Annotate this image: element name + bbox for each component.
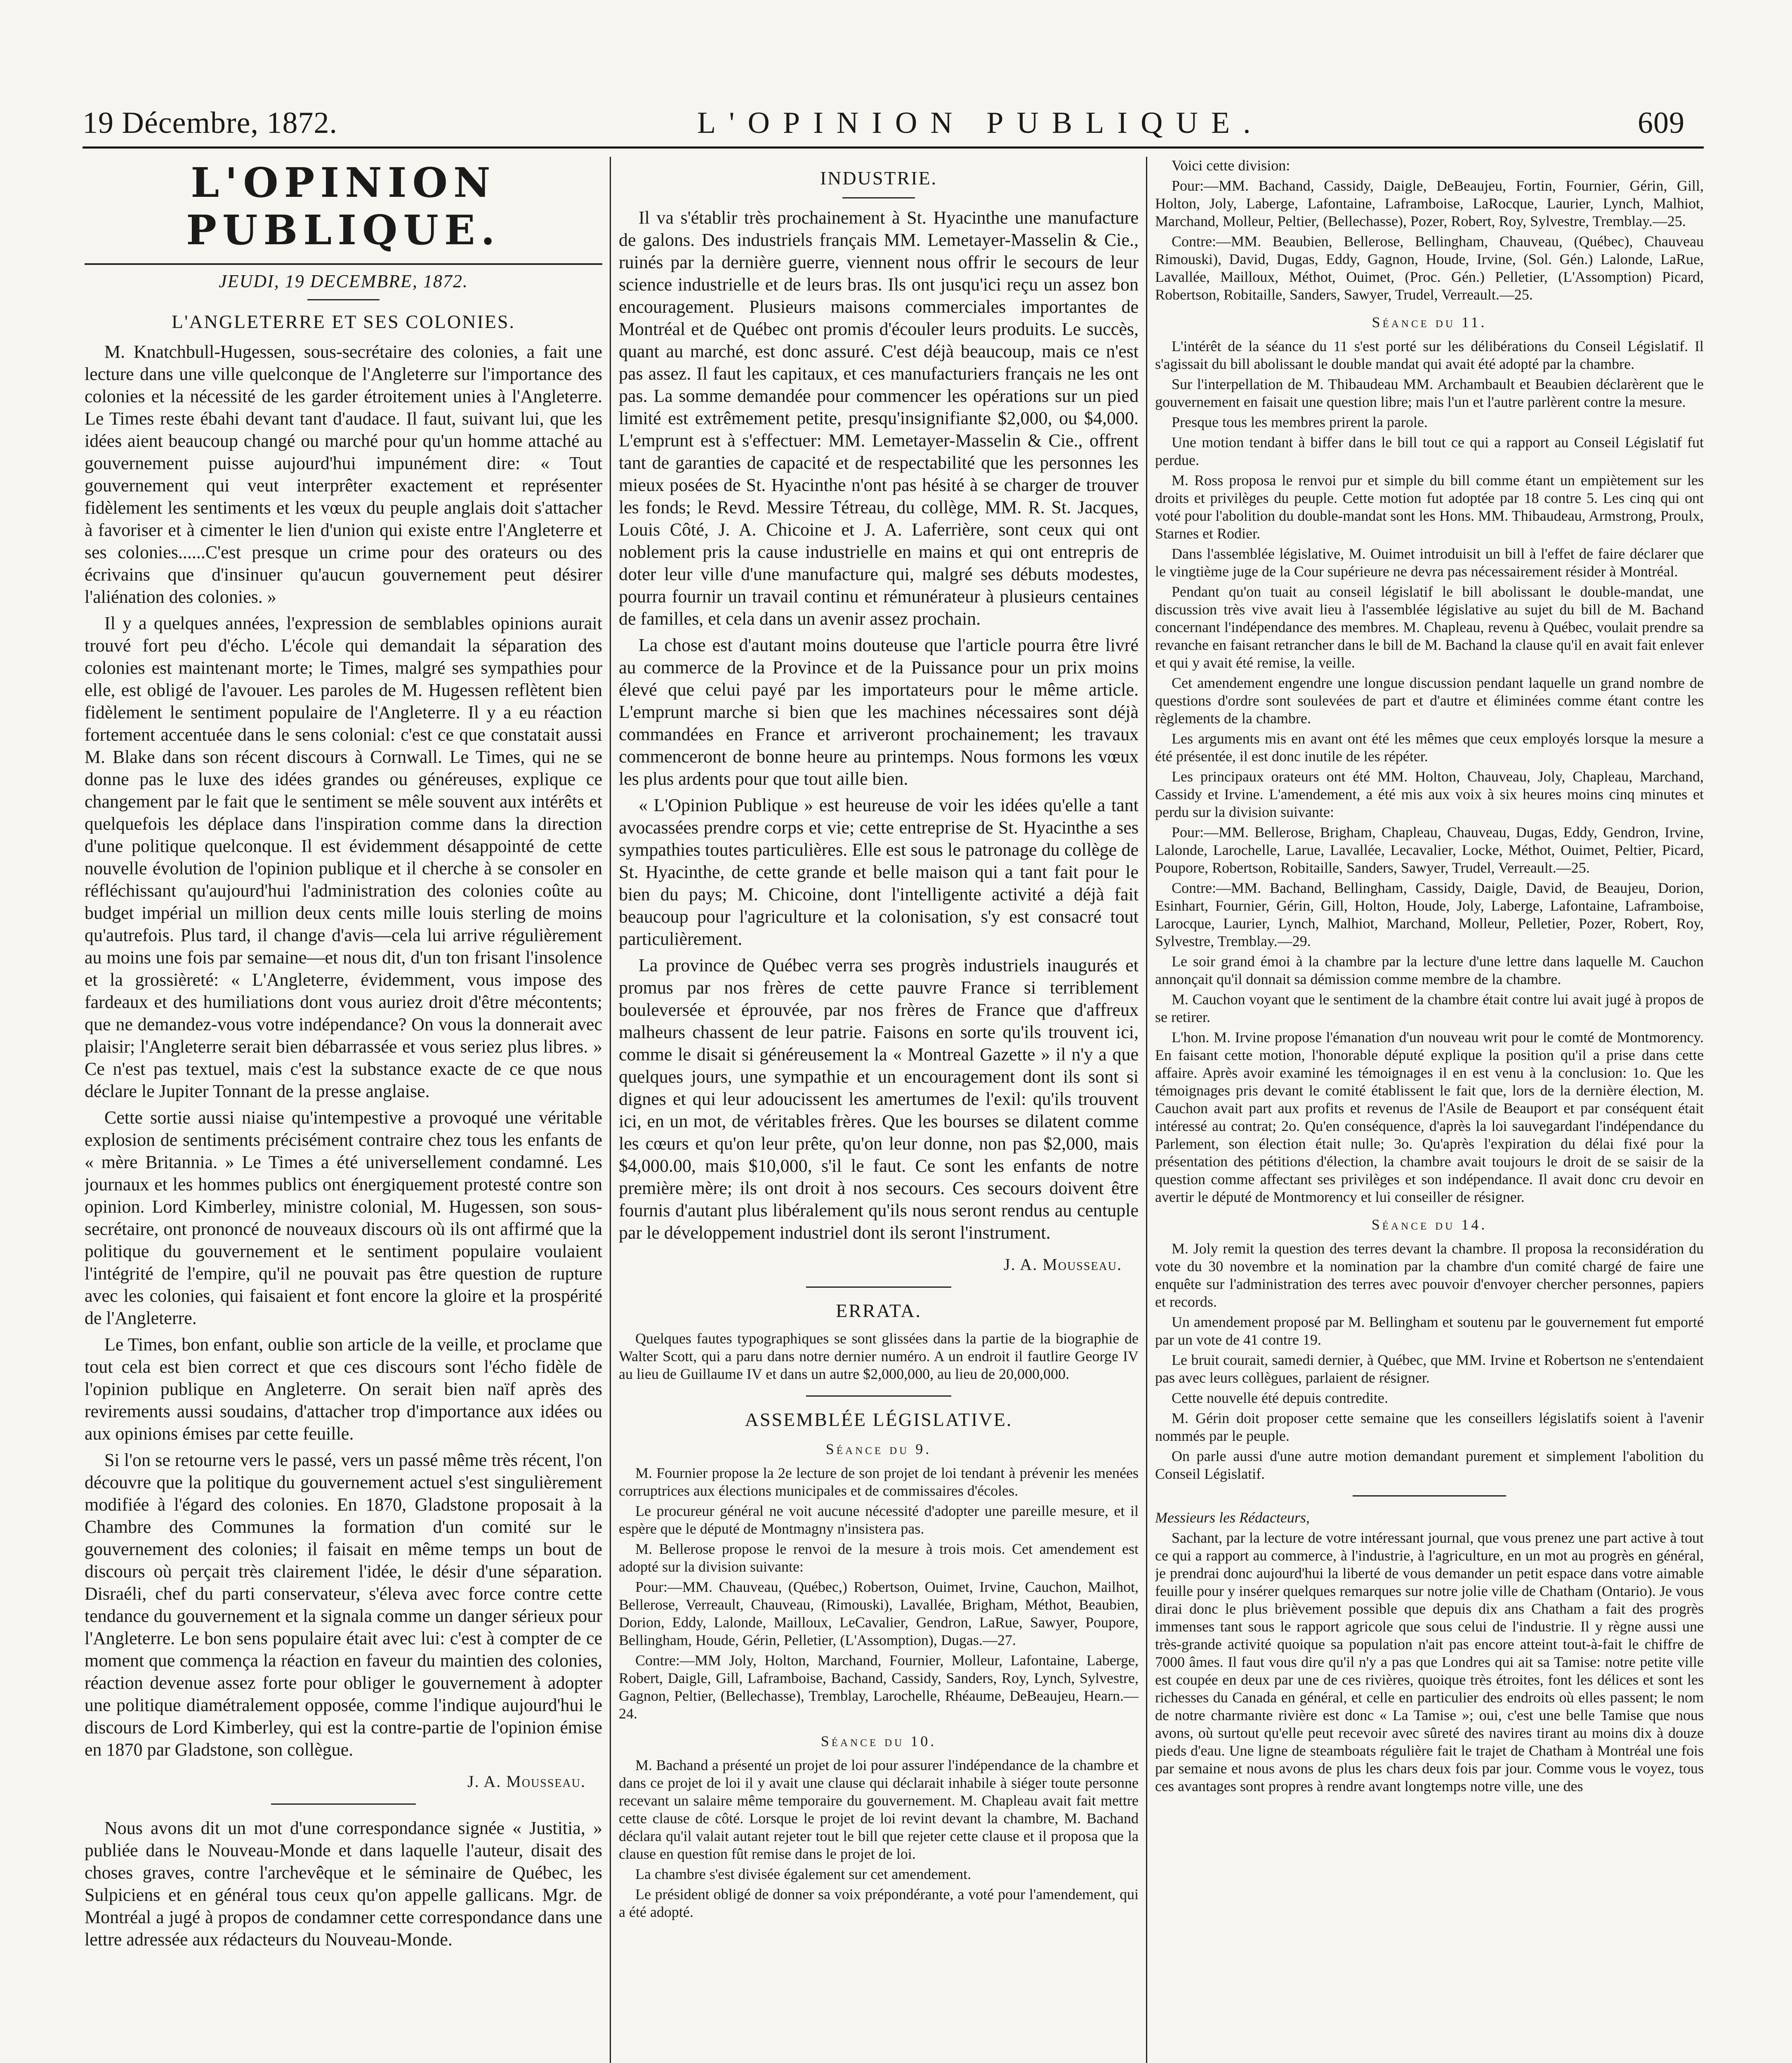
header-title: L'OPINION PUBLIQUE. (697, 106, 1264, 140)
paragraph: Sachant, par la lecture de votre intéressant journal, que vous prenez une part active à tout ce qui a rapport au commerce, à l'industrie, à l'agriculture, en un mot au progrès en général, je prendrai donc aujourd'hui la liberté de vous demander un petit espace dans votre aimable feuille pour y insérer quelques remarques sur notre jolie ville de Chatham (Ontario). Je vous dirai donc le plus brièvement possible que depuis dix ans Chatham a fait des progrès immenses tant sous le rapport agricole que sous celui de l'industrie. Il y règne aussi une très-grande activité quoique sa population n'ait pas encore atteint tout-à-fait le chiffre de 7000 âmes. Il faut vous dire qu'il n'y a pas que Londres qui ait sa Tamise: notre petite ville est coupée en deux par une de ces rivières, quoique très étroites, font les délices et sont les richesses du Canada en général, et celle en particulier des endroits où elles passent; le nom de notre charmante rivière est donc « La Tamise »; oui, c'est une belle Tamise que nous avons, où surtout qu'elle peut recevoir avec sûreté des navires tirant au moins dix à douze pieds d'eau. Une ligne de steamboats régulière fait le trajet de Chatham à Montréal une fois par semaine et nous avons de plus les chars deux fois par jour. Comme vous le voyez, tous ces avantages sont propres à rendre avant longtemps notre ville, une des (1155, 1530, 1704, 1794)
letter-body (1155, 1509, 1704, 1795)
paragraph: Pour:—MM. Bachand, Cassidy, Daigle, DeBeaujeu, Fortin, Fournier, Gérin, Gill, Holton, Joly, Laberge, Lafontaine, Laframboise, LaRocque, Laurier, Lynch, Malhiot, Marchand, Molleur, Peltier, (Bellechasse), Pozer, Robert, Roy, Sylvestre, Tremblay.—25. (1155, 177, 1704, 229)
paragraph: Pour:—MM. Chauveau, (Québec,) Robertson, Ouimet, Irvine, Cauchon, Mailhot, Bellerose, Verreault, Chauveau, (Rimouski), Lavallée, Brigham, Méthot, Beaubien, Dorion, Eddy, Lalonde, Mailloux, LeCavalier, Gendron, LaRue, Sawyer, Poupore, Bellingham, Houde, Gérin, Pelletier, (L'Assomption), Dugas.—27. (619, 1579, 1139, 1648)
paragraph: M. Ross proposa le renvoi pur et simple du bill comme étant un empiètement sur les droits et privilèges du peuple. Cette motion fut adoptée par 18 contre 5. Les cinq qui ont voté pour l'abolition du double-mandat sont les Hons. MM. Thibaudeau, Armstrong, Proulx, Starnes et Rodier. (1155, 472, 1704, 542)
paragraph: Nous avons dit un mot d'une correspondance signée « Justitia, » publiée dans le Nouveau-Monde et dans laquelle l'auteur, disait des choses graves, contre l'archevêque et le séminaire de Québec, les Sulpiciens et en général tous ceux qu'on appelle gallicans. Mgr. de Montréal a jugé à propos de condamner cette correspondance dans une lettre adressée aux rédacteurs du Nouveau-Monde. (85, 1818, 602, 1950)
dateline: JEUDI, 19 DECEMBRE, 1872. (219, 271, 468, 291)
seance-body (619, 1756, 1139, 1921)
paragraph: Une motion tendant à biffer dans le bill tout ce qui a rapport au Conseil Législatif fut perdue. (1155, 434, 1704, 468)
paragraph: Si l'on se retourne vers le passé, vers un passé même très récent, l'on découvre que la politique du gouvernement actuel s'est singulièrement modifiée à l'égard des colonies. En 1870, Gladstone proposait à la Chambre des Communes la formation d'un comité sur le gouvernement des colonies; il faisait en même temps un bout de discours où perçait très clairement l'idée, le désir d'une séparation. Disraéli, chef du parti conservateur, s'éleva avec force contre cette tendance du gouvernement et la signala comme un danger sérieux pour l'Angleterre. Le bon sens populaire était avec lui: c'est à compter de ce moment que commença la réaction en faveur du maintien des colonies, réaction devenue assez forte pour obliger le gouvernement à adopter une politique diamétralement opposée, comme l'indique aujourd'hui le discours de Lord Kimberley, qui est la contre-partie de l'opinion émise en 1870 par Gladstone, son collègue. (85, 1450, 602, 1760)
header-rule (83, 146, 1704, 149)
subsection-title: Séance du 10. (821, 1733, 937, 1749)
paragraph: On parle aussi d'une autre motion demandant purement et simplement l'abolition du Conseil Législatif. (1155, 1448, 1704, 1482)
paragraph: L'intérêt de la séance du 11 s'est porté sur les délibérations du Conseil Législatif. Il s'agissait du bill abolissant le double mandat qui avait été adopté par la chambre. (1155, 338, 1704, 372)
subsection-title: Séance du 9. (825, 1441, 932, 1457)
paragraph: M. Fournier propose la 2e lecture de son projet de loi tendant à prévenir les menées corruptrices aux élections municipales et de commissaires d'écoles. (619, 1465, 1139, 1499)
paragraph: La chambre s'est divisée également sur cet amendement. (635, 1866, 971, 1882)
paragraph: Il va s'établir très prochainement à St. Hyacinthe une manufacture de galons. Des industriels français MM. Lemetayer-Masselin & Cie., ruinés par la dernière guerre, viennent nous offrir le secours de leur science industrielle et de leurs bras. Ils ont jusqu'ici reçu un assez bon encouragement. Plusieurs maisons commerciales importantes de Montréal et de Québec ont promis d'écouler leurs produits. Le succès, quant au marché, est donc assuré. C'est déjà beaucoup, mais ce n'est pas assez. Il faut les capitaux, et ces manufacturiers français ne les ont pas. La somme demandée pour commencer les opérations sur un pied limité est extrêmement petite, presqu'insignifiante $2,000, ou $4,000. L'emprunt est à s'effectuer: MM. Lemetayer-Masselin & Cie., offrent tant de garanties de capacité et de respectabilité que les personnes les mieux posées de St. Hyacinthe n'ont pas hésité à se charger de trouver les fonds; le Revd. Messire Tétreau, du collège, MM. R. St. Jacques, Louis Côté, J. A. Chicoine et J. A. Laferrière, sont ceux qui ont noblement pris la cause industrielle en mains et qui ont entrepris de doter leur ville d'une manufacture qui, malgré ses débuts modestes, pourra fournir un travail continu et rémunérateur à plusieurs centaines de familles, et cela dans un avenir assez prochain. (619, 208, 1139, 629)
paragraph: Quelques fautes typographiques se sont glissées dans la partie de la biographie de Walter Scott, qui a paru dans notre dernier numéro. A un endroit il fautlire George IV au lieu de Guillaume IV et dans un autre $2,000,000, au lieu de 20,000,000. (619, 1330, 1139, 1382)
column-divider (1146, 157, 1147, 2063)
paragraph: Pour:—MM. Bellerose, Brigham, Chapleau, Chauveau, Dugas, Eddy, Gendron, Irvine, Lalonde, Larochelle, Larue, Lavallée, Lecavalier, Locke, Méthot, Ouimet, Peltier, Picard, Poupore, Robertson, Robitaille, Sanders, Sawyer, Trudel, Verreault.—25. (1155, 824, 1704, 876)
paragraph: Il y a quelques années, l'expression de semblables opinions aurait trouvé fort peu d'écho. L'école qui demandait la séparation des colonies est maintenant morte; le Times, malgré ses sympathies pour elle, est obligé de l'avouer. Les paroles de M. Hugessen reflètent bien fidèlement le sentiment populaire de l'Angleterre. Il y a eu réaction fortement accentuée dans le sens colonial: c'est ce que constatait aussi M. Blake dans son récent discours à Cornwall. Le Times, qui ne se donne pas le luxe des idées grandes ou généreuses, explique ce changement par le fait que le sentiment se mêle souvent aux intérêts et quelquefois les déplace dans l'inspiration comme dans la direction d'une politique quelconque. Il est évidemment désappointé de cette nouvelle évolution de l'opinion publique et il cherche à se consoler en réfléchissant qu'aujourd'hui l'administration des colonies coûte au budget impérial un million deux cents mille louis sterling de moins qu'autrefois. Plus tard, il change d'avis—cela lui arrive régulièrement au moins une fois par semaine—et nous dit, d'un ton frisant l'insolence et la grossièreté: « L'Angleterre, évidemment, vous impose des fardeaux et des humiliations dont vous auriez droit d'être mécontents; que ne demandez-vous votre indépendance? On vous la donnerait avec plaisir; l'Angleterre serait bien débarrassée et vous seriez plus libres. » Ce n'est pas textuel, mais c'est la substance exacte de ce que nous déclare le Jupiter Tonnant de la presse anglaise. (85, 613, 602, 1101)
paragraph: Presque tous les membres prirent la parole. (1172, 414, 1428, 430)
paragraph: Sur l'interpellation de M. Thibaudeau MM. Archambault et Beaubien déclarèrent que le gouvernement en faisait une question libre; mais l'un et l'autre parlèrent contre la mesure. (1155, 376, 1704, 410)
errata-body (619, 1330, 1139, 1383)
section-title: INDUSTRIE. (820, 168, 938, 189)
article-title: L'ANGLETERRE ET SES COLONIES. (172, 311, 515, 332)
paragraph: M. Bachand a présenté un projet de loi pour assurer l'indépendance de la chambre et dans ce projet de loi il y avait une clause qui déclarait inhabile à siéger toute personne recevant un salaire même temporaire du gouvernement. M. Chapleau avait fait mettre cette clause de côté. Lorsque le projet de loi revint devant la chambre, M. Bachand déclara qu'il valait autant rejeter tout le bill que rejeter cette clause et il proposa que la clause en question fût remise dans le projet de loi. (619, 1757, 1139, 1862)
paragraph: Les arguments mis en avant ont été les mêmes que ceux employés lorsque la mesure a été présentée, il est donc inutile de les répéter. (1155, 730, 1704, 765)
masthead: L'OPINION PUBLIQUE. (85, 159, 602, 265)
industrie-body (619, 207, 1139, 1244)
paragraph: Cette sortie aussi niaise qu'intempestive a provoqué une véritable explosion de sentiments précisément contraire chez tous les enfants de « mère Britannia. » Le Times a été universellement condamné. Les journaux et les hommes publics ont énergiquement protesté contre son opinion. Lord Kimberley, ministre colonial, M. Hugessen, son sous-secrétaire, ont prononcé de nouveaux discours où ils ont affirmé que la politique du gouvernement et le sentiment populaire voulaient l'intégrité de l'empire, qu'il ne pouvait pas être question de rupture avec les colonies, qui faisaient et font encore la gloire et la prospérité de l'Angleterre. (85, 1107, 602, 1328)
paragraph: L'hon. M. Irvine propose l'émanation d'un nouveau writ pour le comté de Montmorency. En faisant cette motion, l'honorable député explique la position qu'il a prise dans cette affaire. Après avoir examiné les témoignages il en est venu à la conclusion: 1o. Que les témoignages pris devant le comité établissent le fait que, lors de la dernière élection, M. Cauchon avait part aux profits et revenus de l'Asile de Beauport et par conséquent était intéressé au contrat; 2o. Qu'en conséquence, d'après la loi sauvegardant l'indépendance du Parlement, son élection était nulle; 3o. Qu'après l'expiration du délai fixé pour la présentation des pétitions d'élection, la chambre avait toujours le droit de se saisir de la question comme affectant ses privilèges et son indépendance. Il avait donc cru devoir en avertir le député de Montmorency et lui conseiller de résigner. (1155, 1029, 1704, 1205)
paragraph: Le soir grand émoi à la chambre par la lecture d'une lettre dans laquelle M. Cauchon annonçait qu'il donnait sa démission comme membre de la chambre. (1155, 953, 1704, 987)
column-1 (85, 157, 602, 2063)
paragraph: Cet amendement engendre une longue discussion pendant laquelle un grand nombre de questions d'ordre sont soulevées de part et d'autre et éliminées comme étant contre les règlements de la chambre. (1155, 675, 1704, 727)
paragraph: Le Times, bon enfant, oublie son article de la veille, et proclame que tout cela est bien correct et que ces discours sont l'écho fidèle de l'opinion publique en Angleterre. On serait bien naïf après des revirements aussi soudains, d'attacher trop d'importance aux idées ou aux opinions émises par cette feuille. (85, 1334, 602, 1444)
paragraph: La chose est d'autant moins douteuse que l'article pourra être livré au commerce de la Province et de la Puissance pour un prix moins élevé que celui payé par les importateurs pour le même article. L'emprunt marche si bien que les machines nécessaires sont déjà commandées en France et arriveront prochainement; les travaux commenceront de bonne heure au printemps. Nous formons les vœux les plus ardents pour que tout aille bien. (619, 635, 1139, 789)
paragraph: M. Joly remit la question des terres devant la chambre. Il proposa la reconsidération du vote du 30 novembre et la nomination par la chambre d'un comité chargé de faire une enquête sur l'administration des terres avec pouvoir d'envoyer chercher personnes, papiers et records. (1155, 1240, 1704, 1310)
page-header (0, 0, 1792, 140)
divider (1353, 1495, 1506, 1497)
seance-body (1155, 1240, 1704, 1483)
divider (806, 1395, 952, 1397)
divider (842, 197, 915, 198)
header-page-number: 609 (1638, 106, 1685, 140)
paragraph: Le bruit courait, samedi dernier, à Québec, que MM. Irvine et Robertson ne s'entendaient pas avec leurs collègues, parlaient de résigner. (1155, 1352, 1704, 1386)
subsection-title: Séance du 14. (1371, 1216, 1488, 1233)
signature: J. A. Mousseau. (1004, 1255, 1122, 1274)
paragraph: M. Knatchbull-Hugessen, sous-secrétaire des colonies, a fait une lecture dans une ville quelconque de l'Angleterre sur l'importance des colonies et la nécessité de les garder étroitement unies à l'Angleterre. Le Times reste ébahi devant tant d'audace. Il faut, suivant lui, que les idées aient beaucoup changé ou marché pour qu'un homme attaché au gouvernement puisse aujourd'hui impunément dire: « Tout gouvernement qui veut interprêter exactement et représenter fidèlement les sentiments et les vœux du peuple anglais doit s'attacher à favoriser et à cimenter le lien d'union qui existe entre l'Angleterre et ses colonies......C'est presque un crime pour des orateurs ou des écrivains que d'insinuer qu'aucun gouvernement peut désirer l'aliénation des colonies. » (85, 342, 602, 607)
paragraph: La province de Québec verra ses progrès industriels inaugurés et promus par nos frères de cette pauvre France si terriblement bouleversée et éprouvée, par nos frères de France que d'affreux malheurs chassent de leur patrie. Faisons en sorte qu'ils trouvent ici, comme le disait si généreusement la « Montreal Gazette » il n'y a que quelques jours, une sympathie et un encouragement dont ils sont si dignes et qui leur adoucissent les amertumes de l'exil: qu'ils trouvent ici, en un mot, de véritables frères. Que les bourses se dilatent comme les cœurs et qu'on leur prête, qu'on leur donne, non pas $2,000, mais $4,000.00, mais $10,000, s'il le faut. Ce sont les enfants de notre première mère; ils ont droit à nos secours. Ces secours doivent être fournis d'autant plus libéralement qu'ils nous seront rendus au centuple par le développement industriel dont ils seront l'instrument. (619, 955, 1139, 1243)
paragraph: « L'Opinion Publique » est heureuse de voir les idées qu'elle a tant avocassées prendre corps et vie; cette entreprise de St. Hyacinthe a ses sympathies toutes particulières. Elle est sous le patronage du collège de St. Hyacinthe, de cette grande et belle maison qui a tant fait pour le bien du pays; M. Chicoine, dont l'intelligente activité a déjà fait beaucoup pour l'agriculture et la colonisation, s'y est consacré tout particulièrement. (619, 795, 1139, 949)
paragraph: M. Cauchon voyant que le sentiment de la chambre était contre lui avait jugé à propos de se retirer. (1155, 991, 1704, 1025)
divider (806, 1286, 952, 1288)
divider (307, 299, 380, 300)
paragraph: Le procureur général ne voit aucune nécessité d'adopter une pareille mesure, et il espère que le député de Montmagny n'insistera pas. (619, 1503, 1139, 1537)
paragraph: Le président obligé de donner sa voix prépondérante, a voté pour l'amendement, qui a été adopté. (619, 1886, 1139, 1920)
section-title: ASSEMBLÉE LÉGISLATIVE. (745, 1409, 1013, 1430)
paragraph: M. Bellerose propose le renvoi de la mesure à trois mois. Cet amendement est adopté sur la division suivante: (619, 1541, 1139, 1575)
column-3 (1155, 157, 1704, 2063)
paragraph: Contre:—MM Joly, Holton, Marchand, Fournier, Molleur, Lafontaine, Laberge, Robert, Daigle, Gill, Laframboise, Bachand, Cassidy, Sanders, Roy, Lynch, Sylvestre, Gagnon, Peltier, (Bellechasse), Tremblay, Larochelle, Rhéaume, DeBeaujeu, Hearn.—24. (619, 1652, 1139, 1722)
column-2 (619, 157, 1139, 2063)
column-divider (610, 157, 611, 2063)
paragraph: Voici cette division: (1172, 157, 1290, 174)
section-title: ERRATA. (836, 1300, 922, 1321)
paragraph: Contre:—MM. Beaubien, Bellerose, Bellingham, Chauveau, (Québec), Chauveau Rimouski), David, Dugas, Eddy, Gagnon, Houde, Irvine, (Sol. Gén.) Lalonde, LaRue, Lavallée, Mailloux, Méthot, Ouimet, (Proc. Gén.) Pelletier, (L'Assomption) Picard, Robertson, Robitaille, Sanders, Sawyer, Trudel, Verreault.—25. (1155, 233, 1704, 303)
paragraph: Contre:—MM. Bachand, Bellingham, Cassidy, Daigle, David, de Beaujeu, Dorion, Esinhart, Fournier, Gérin, Gill, Holton, Houde, Joly, Laberge, Lafontaine, Laframboise, Larocque, Laurier, Lynch, Malhiot, Marchand, Molleur, Pelletier, Pozer, Robert, Roy, Sylvestre, Tremblay.—29. (1155, 880, 1704, 949)
divider (271, 1803, 416, 1805)
note-body (85, 1817, 602, 1951)
signature: J. A. Mousseau. (467, 1772, 586, 1791)
article-body (85, 341, 602, 1761)
seance-body (619, 1464, 1139, 1723)
paragraph: Pendant qu'on tuait au conseil législatif le bill abolissant le double-mandat, une discussion très vive avait lieu à l'assemblée législative au sujet du bill de M. Bachand concernant l'indépendance des membres. M. Chapleau, revenu à Québec, voulait prendre sa revanche en faisant retrancher dans le bill de M. Bachand la clause qu'il en avait fait enlever et qui y avait été remise, la veille. (1155, 583, 1704, 671)
paragraph: M. Gérin doit proposer cette semaine que les conseillers législatifs soient à l'avenir nommés par le peuple. (1155, 1410, 1704, 1444)
paragraph: Un amendement proposé par M. Bellingham et soutenu par le gouvernement fut emporté par un vote de 41 contre 19. (1155, 1314, 1704, 1348)
subsection-title: Séance du 11. (1372, 314, 1487, 330)
paragraph: Les principaux orateurs ont été MM. Holton, Chauveau, Joly, Chapleau, Marchand, Cassidy et Irvine. L'amendement, a été mis aux voix à six heures moins cinq minutes et perdu sur la division suivante: (1155, 768, 1704, 820)
paragraph: Cette nouvelle été depuis contredite. (1172, 1390, 1388, 1406)
division-body (1155, 157, 1704, 304)
letter-salutation: Messieurs les Rédacteurs, (1155, 1509, 1310, 1526)
paragraph: Dans l'assemblée législative, M. Ouimet introduisit un bill à l'effet de faire déclarer que le vingtième juge de la Cour supérieure ne devra pas nécessairement résider à Montréal. (1155, 545, 1704, 580)
header-date: 19 Décembre, 1872. (83, 106, 338, 140)
seance-body (1155, 338, 1704, 1206)
